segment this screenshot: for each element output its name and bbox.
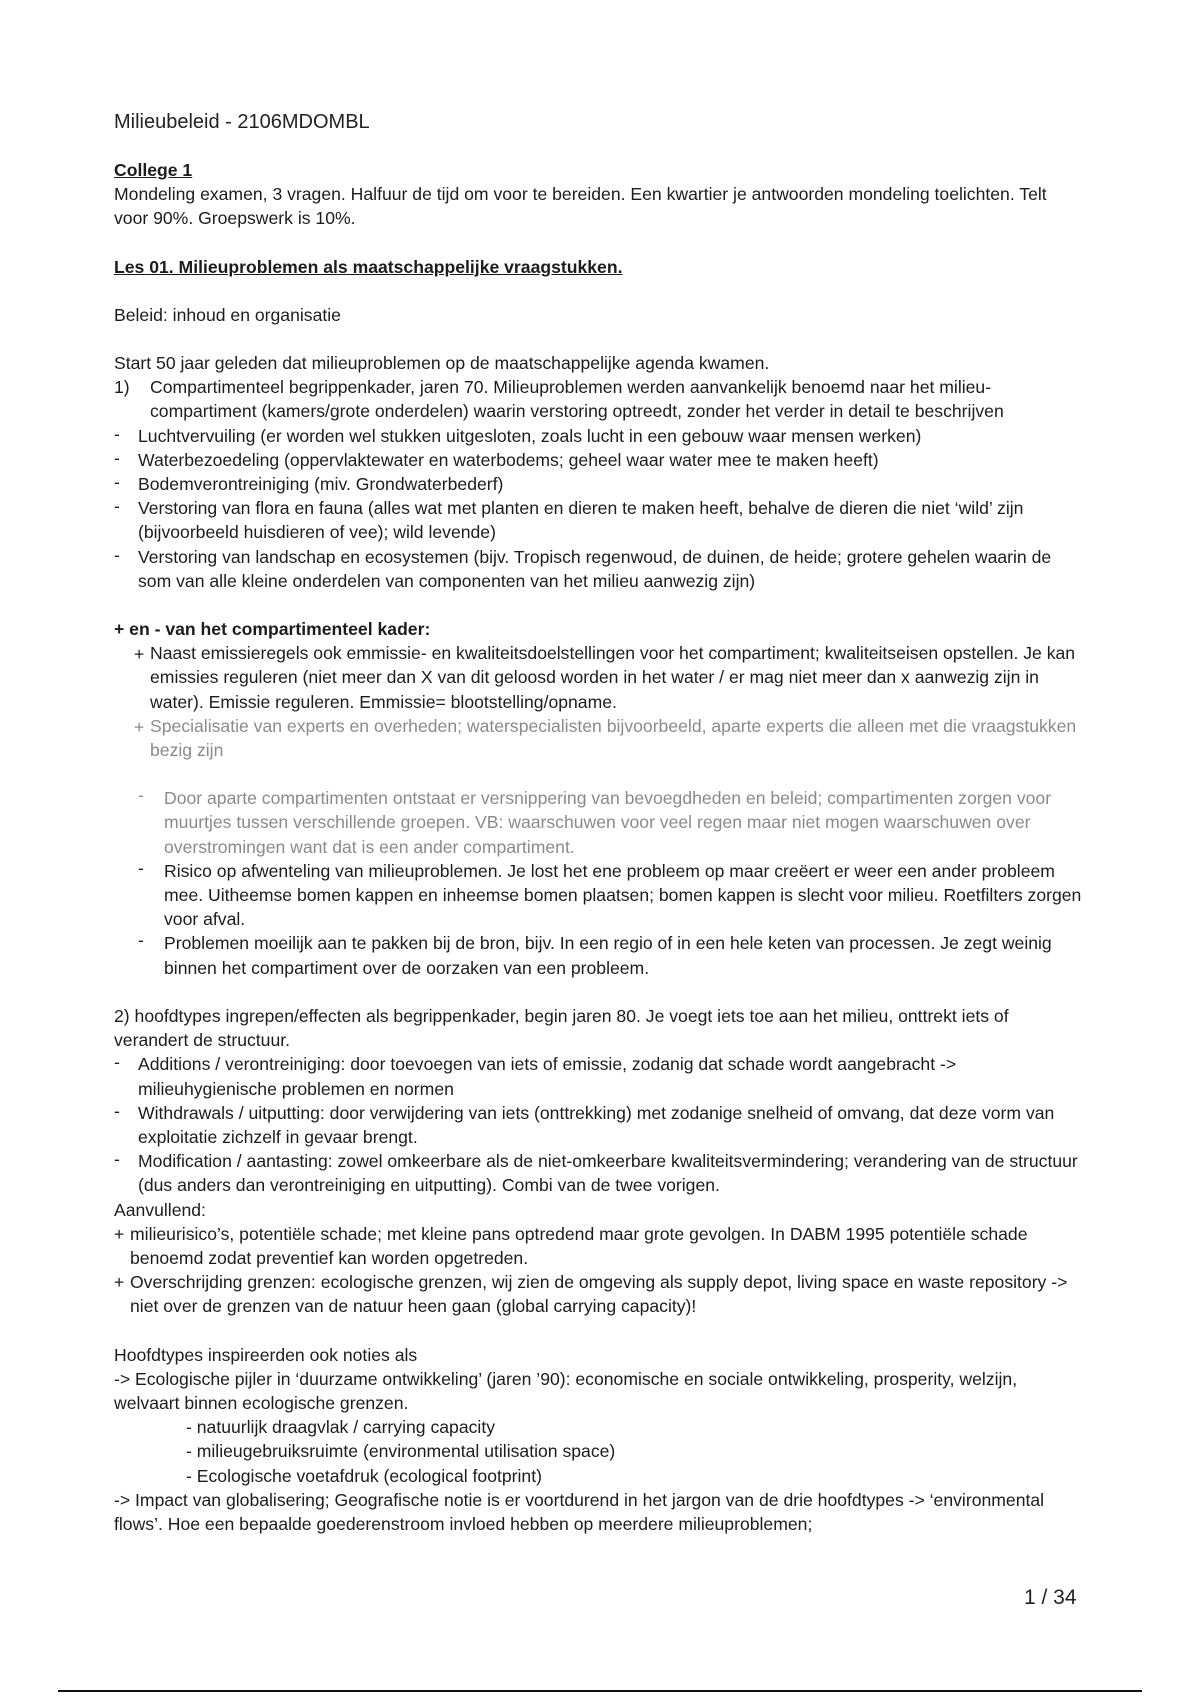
list-item: - Door aparte compartimenten ontstaat er versnippering van bevoegdheden en beleid; compartimenten zorgen voor muurtjes tussen verschillende groepen. VB: waarschuwen voor veel regen maar niet mogen waarschuwen over overstromingen want dat is een ander compartiment. <box>138 785 1052 857</box>
aanvullend-item: + Overschrijding grenzen: ecologische grenzen, wij zien de omgeving als supply depot, living space en waste repository -> niet over de grenzen van de natuur heen gaan (global carrying capacity)! <box>114 1272 1068 1317</box>
minus-marker: - <box>138 930 144 951</box>
list-item: + Naast emissieregels ook emmissie- en kwaliteitsdoelstellingen voor het compartiment; kwaliteitseisen opstellen. Je kan emissies reguleren (niet meer dan X van dit geloosd worden in het water / er mag niet meer dan x aanwezig zijn in water). Emissie reguleren. Emmissie= blootstelling/opname. <box>134 643 1076 712</box>
plus-marker: + <box>114 1272 125 1293</box>
start-line: Start 50 jaar geleden dat milieuproblemen op de maatschappelijke agenda kwamen. <box>114 353 770 374</box>
dash-marker: - <box>114 1149 120 1170</box>
list-item: + Specialisatie van experts en overheden; waterspecialisten bijvoorbeeld, aparte experts die alleen met die vraagstukken bezig zijn <box>134 715 1077 761</box>
minus-list <box>114 786 1084 980</box>
list-item: - Problemen moeilijk aan te pakken bij de bron, bijv. In een regio of in een hele keten van processen. Je zegt weinig binnen het compartiment over de oorzaken van een probleem. <box>138 930 1052 978</box>
dash-marker: - <box>114 447 120 468</box>
impact-line: -> Impact van globalisering; Geografische notie is er voortdurend in het jargon van de drie hoofdtypes -> ‘environmental flows’. Hoe een bepaalde goederenstroom invloed hebben op meerdere milieuproblemen; <box>114 1489 1045 1534</box>
compartment-list <box>114 424 1084 593</box>
plus-marker: + <box>134 644 145 665</box>
plus-list <box>114 641 1084 762</box>
list-item: - Luchtvervuiling (er worden wel stukken uitgesloten, zoals lucht in een gebouw waar mensen werken) <box>114 423 922 446</box>
list-item: - Withdrawals / uitputting: door verwijdering van iets (onttrekking) met zodanige snelheid of omvang, dat deze vorm van exploitatie zichzelf in gevaar brengt. <box>114 1100 1055 1147</box>
college-text: Mondeling examen, 3 vragen. Halfuur de tijd om voor te bereiden. Een kwartier je antwoorden mondeling toelichten. Telt voor 90%. Groepswerk is 10%. <box>114 184 1047 229</box>
concepts-list <box>114 1415 1084 1488</box>
ecological-pillar: -> Ecologische pijler in ‘duurzame ontwikkeling’ (jaren ’90): economische en sociale ontwikkeling, prosperity, welzijn, welvaart binnen ecologische grenzen. <box>114 1368 1018 1413</box>
list-item: - milieugebruiksruimte (environmental utilisation space) <box>186 1441 616 1462</box>
dash-marker: - <box>114 544 120 565</box>
list-item: - Ecologische voetafdruk (ecological footprint) <box>186 1465 542 1486</box>
hoofdtypes-line: Hoofdtypes inspireerden ook noties als <box>114 1344 418 1365</box>
minus-marker: - <box>138 857 144 878</box>
page-divider <box>58 1690 1142 1692</box>
plus-marker: + <box>134 716 145 737</box>
main-types-list <box>114 1052 1084 1197</box>
list-item: - Risico op afwenteling van milieuproblemen. Je lost het ene probleem op maar creëert er weer een ander probleem mee. Uitheemse bomen kappen en inheemse bomen plaatsen; bomen kappen is slecht voor milieu. Roetfilters zorgen voor afval. <box>138 857 1082 930</box>
item-text: Compartimenteel begrippenkader, jaren 70. Milieuproblemen werden aanvankelijk benoemd naar het milieu-compartiment (kamers/grote onderdelen) waarin verstoring optreedt, zonder het verder in detail te beschrijven <box>150 377 1004 422</box>
page-number: 1 / 34 <box>1024 1586 1077 1609</box>
beleid-line: Beleid: inhoud en organisatie <box>114 304 341 325</box>
document-page <box>114 108 1084 1536</box>
dash-marker: - <box>114 1100 120 1121</box>
pm-heading: + en - van het compartimenteel kader: <box>114 619 431 640</box>
list-item: - Additions / verontreiniging: door toevoegen van iets of emissie, zodanig dat schade wordt aangebracht -> milieuhygienische problemen en normen <box>114 1052 957 1099</box>
list-item: - Verstoring van landschap en ecosystemen (bijv. Tropisch regenwoud, de duinen, de heide; grotere gehelen waarin de som van alle kleine onderdelen van componenten van het milieu aanwezig zijn) <box>114 544 1052 591</box>
list-item: - natuurlijk draagvlak / carrying capacity <box>186 1417 495 1438</box>
numbered-item-1 <box>114 375 1084 423</box>
aanvullend-label: Aanvullend: <box>114 1199 206 1220</box>
lesson-heading: Les 01. Milieuproblemen als maatschappelijke vraagstukken. <box>114 256 623 277</box>
minus-marker: - <box>138 785 144 806</box>
document-title: Milieubeleid - 2106MDOMBL <box>114 111 370 133</box>
plus-marker: + <box>114 1223 125 1244</box>
dash-marker: - <box>114 496 120 517</box>
list-item: - Waterbezoedeling (oppervlaktewater en waterbodems; geheel waar water mee te maken heeft) <box>114 447 879 470</box>
college-heading: College 1 <box>114 160 193 180</box>
aanvullend-item: + milieurisico’s, potentiële schade; met kleine pans optredend maar grote gevolgen. In DABM 1995 potentiële schade benoemd zodat preventief kan worden opgetreden. <box>114 1223 1028 1268</box>
list-item: - Bodemverontreiniging (miv. Grondwaterbederf) <box>114 472 504 495</box>
dash-marker: - <box>114 423 120 444</box>
list-item: - Verstoring van flora en fauna (alles wat met planten en dieren te maken heeft, behalve de dieren die niet ‘wild’ zijn (bijvoorbeeld huisdieren of vee); wild levende) <box>114 496 1024 543</box>
dash-marker: - <box>114 1052 120 1073</box>
item-number: 1) <box>114 377 130 398</box>
item2-text: 2) hoofdtypes ingrepen/effecten als begrippenkader, begin jaren 80. Je voegt iets toe aan het milieu, onttrekt iets of verandert de structuur. <box>114 1005 1009 1051</box>
dash-marker: - <box>114 472 120 493</box>
list-item: - Modification / aantasting: zowel omkeerbare als de niet-omkeerbare kwaliteitsvermindering; verandering van de structuur (dus anders dan verontreiniging en uitputting). Combi van de twee vorigen. <box>114 1149 1078 1196</box>
